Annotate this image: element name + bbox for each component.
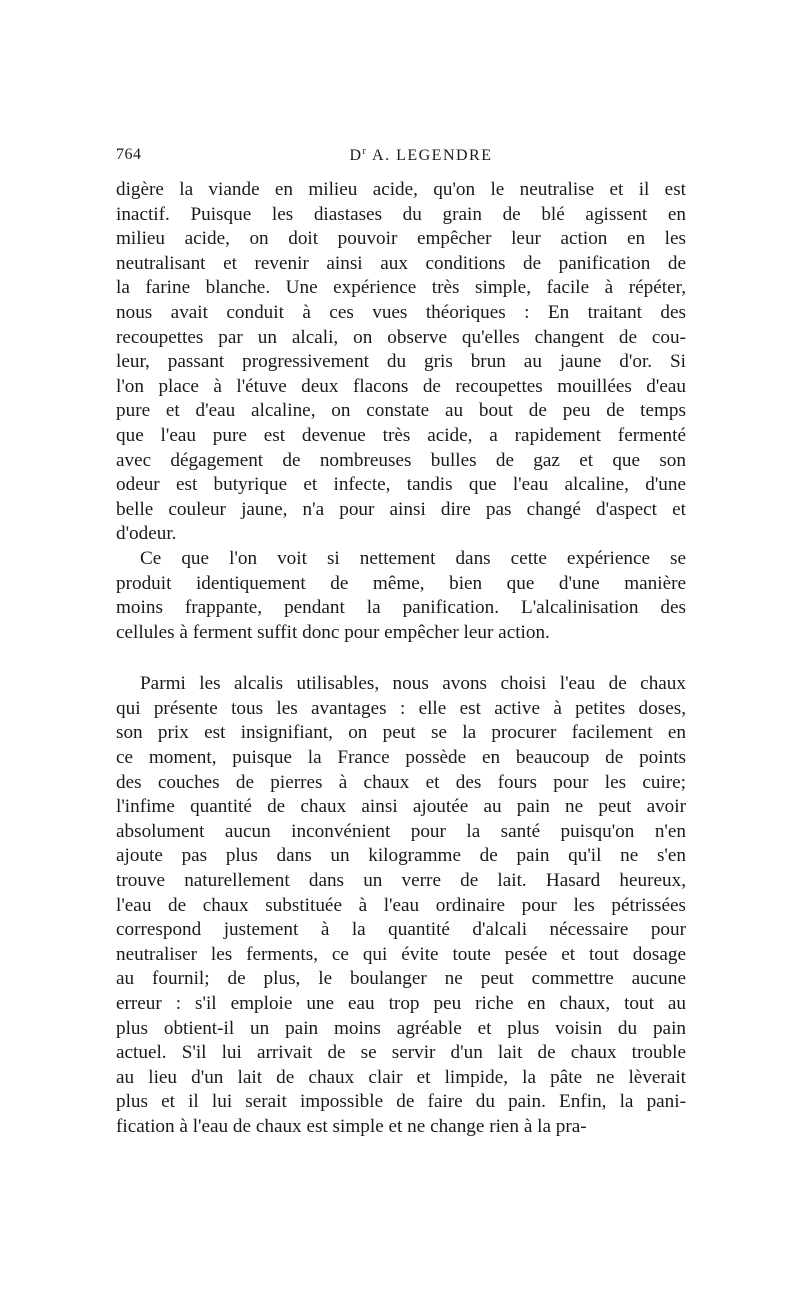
text-line: plus obtient-il un pain moins agréable et plus voisin du pain <box>116 1017 686 1039</box>
text-line: l'infime quantité de chaux ainsi ajoutée au pain ne peut avoir <box>116 796 686 818</box>
text-line: Parmi les alcalis utilisables, nous avons choisi l'eau de chaux <box>140 673 686 695</box>
text-line: neutralisant et revenir ainsi aux conditions de panification de <box>116 252 686 274</box>
text-line: qui présente tous les avantages : elle est active à petites doses, <box>116 697 686 719</box>
text-line: belle couleur jaune, n'a pour ainsi dire pas changé d'aspect et <box>116 498 686 520</box>
text-line: moins frappante, pendant la panification. L'alcalinisation des <box>116 597 686 619</box>
text-line: ajoute pas plus dans un kilogramme de pain qu'il ne s'en <box>116 845 686 867</box>
author-prefix: D <box>349 147 363 164</box>
paragraph-2 <box>116 547 686 645</box>
text-line: avec dégagement de nombreuses bulles de gaz et que son <box>116 449 686 471</box>
text-line: la farine blanche. Une expérience très simple, facile à répéter, <box>116 277 686 299</box>
text-line: d'odeur. <box>116 523 177 545</box>
text-line: son prix est insignifiant, on peut se la procurer facilement en <box>116 722 686 744</box>
text-line: erreur : s'il emploie une eau trop peu riche en chaux, tout au <box>116 993 686 1014</box>
text-line: produit identiquement de même, bien que d'une manière <box>116 572 686 594</box>
page-number: 764 <box>116 146 142 163</box>
text-line: ce moment, puisque la France possède en beaucoup de points <box>116 747 686 769</box>
text-line: digère la viande en milieu acide, qu'on le neutralise et il est <box>116 179 686 200</box>
text-line: neutraliser les ferments, ce qui évite toute pesée et tout dosage <box>116 943 686 965</box>
text-line: correspond justement à la quantité d'alcali nécessaire pour <box>116 919 686 941</box>
text-line: recoupettes par un alcali, on observe qu'elles changent de cou- <box>116 326 686 348</box>
text-line: l'on place à l'étuve deux flacons de recoupettes mouillées d'eau <box>116 375 686 397</box>
text-line: milieu acide, on doit pouvoir empêcher leur action en les <box>116 228 686 250</box>
text-line: inactif. Puisque les diastases du grain de blé agissent en <box>116 203 686 225</box>
text-line: actuel. S'il lui arrivait de se servir d'un lait de chaux trouble <box>116 1042 686 1064</box>
text-line: fication à l'eau de chaux est simple et ne change rien à la pra- <box>116 1115 587 1137</box>
text-line: nous avait conduit à ces vues théoriques : En traitant des <box>116 301 686 323</box>
text-line: que l'eau pure est devenue très acide, a rapidement fermenté <box>116 424 686 446</box>
text-line: odeur est butyrique et infecte, tandis que l'eau alcaline, d'une <box>116 474 686 496</box>
text-line: pure et d'eau alcaline, on constate au bout de peu de temps <box>116 400 686 422</box>
text-line: cellules à ferment suffit donc pour empêcher leur action. <box>116 621 550 643</box>
text-line: absolument aucun inconvénient pour la santé puisqu'on n'en <box>116 820 686 842</box>
running-title <box>116 146 686 165</box>
text-line: Ce que l'on voit si nettement dans cette expérience se <box>140 547 686 569</box>
text-line: trouve naturellement dans un verre de lait. Hasard heureux, <box>116 870 686 892</box>
author-name: A. LEGENDRE <box>372 147 493 164</box>
book-page <box>116 146 686 1140</box>
text-line: au fournil; de plus, le boulanger ne peut commettre aucune <box>116 968 686 990</box>
text-line: au lieu d'un lait de chaux clair et limpide, la pâte ne lèverait <box>116 1066 686 1088</box>
paragraph-1 <box>116 178 686 547</box>
text-line: l'eau de chaux substituée à l'eau ordinaire pour les pétrissées <box>116 894 686 916</box>
running-head <box>116 146 686 170</box>
author-prefix-sup: r <box>362 146 368 157</box>
text-line: des couches de pierres à chaux et des fours pour les cuire; <box>116 771 686 793</box>
text-line: plus et il lui serait impossible de faire du pain. Enfin, la pani- <box>116 1091 686 1113</box>
paragraph-3 <box>116 672 686 1139</box>
text-line: leur, passant progressivement du gris brun au jaune d'or. Si <box>116 351 686 373</box>
